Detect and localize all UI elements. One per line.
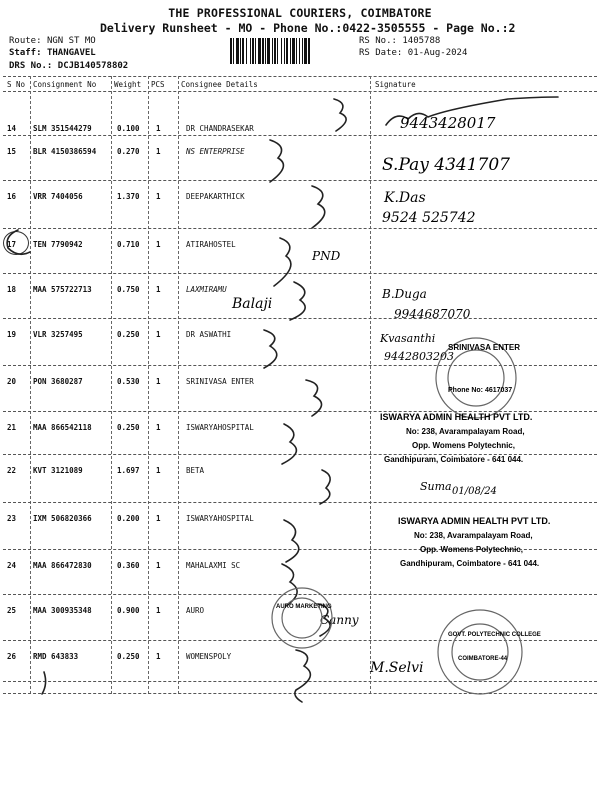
row-consignee: WOMENSPOLY <box>186 652 232 661</box>
svg-text:No: 238, Avarampalayam Road,: No: 238, Avarampalayam Road, <box>406 427 525 436</box>
row-pcs: 1 <box>156 240 161 249</box>
row-pcs: 1 <box>156 606 161 615</box>
row-pcs: 1 <box>156 285 161 294</box>
col-divider <box>148 76 149 694</box>
row-weight: 0.900 <box>117 606 140 615</box>
sig-row-25: Canny <box>320 613 359 627</box>
svg-text:Gandhipuram, Coimbatore - 641: Gandhipuram, Coimbatore - 641 044. <box>400 559 540 568</box>
row-pcs: 1 <box>156 124 161 133</box>
col-consignment: Consignment No <box>33 80 97 89</box>
row-separator <box>3 411 597 412</box>
row-consignment-no: KVT 3121089 <box>33 466 83 475</box>
drs-value: DCJB140578802 <box>57 61 129 71</box>
row-pcs: 1 <box>156 652 161 661</box>
svg-text:Gandhipuram, Coimbatore - 641: Gandhipuram, Coimbatore - 641 044. <box>384 455 524 464</box>
route-line: Route: NGN ST MO <box>9 36 96 46</box>
row-consignee: LAXMIRAMU <box>186 285 227 294</box>
row-weight: 0.360 <box>117 561 140 570</box>
row-pcs: 1 <box>156 561 161 570</box>
col-divider <box>370 76 371 694</box>
row-pcs: 1 <box>156 466 161 475</box>
rs-no-value: 1405788 <box>402 36 441 46</box>
row-weight: 0.100 <box>117 124 140 133</box>
row-consignment-no: MAA 866542118 <box>33 423 92 432</box>
row-separator <box>3 681 597 682</box>
row-consignee: ISWARYAHOSPITAL <box>186 423 254 432</box>
sig-row-15: S.Pay 4341707 <box>382 155 510 175</box>
row-pcs: 1 <box>156 330 161 339</box>
svg-text:ISWARYA ADMIN HEALTH PVT LTD.: ISWARYA ADMIN HEALTH PVT LTD. <box>398 516 551 526</box>
row-weight: 0.710 <box>117 240 140 249</box>
row-consignee: MAHALAXMI SC <box>186 561 241 570</box>
row-weight: 0.270 <box>117 147 140 156</box>
col-consignee: Consignee Details <box>181 80 258 89</box>
row-consignee: NS ENTERPRISE <box>186 147 245 156</box>
row-weight: 0.530 <box>117 377 140 386</box>
company-title: THE PROFESSIONAL COURIERS, COIMBATORE <box>168 6 432 20</box>
row-sno: 25 <box>7 606 17 615</box>
rs-no-line: RS No.: 1405788 <box>359 36 441 46</box>
row-weight: 1.697 <box>117 466 140 475</box>
row-consignee: ISWARYAHOSPITAL <box>186 514 254 523</box>
row-separator <box>3 454 597 455</box>
row-consignment-no: TEN 7790942 <box>33 240 83 249</box>
row-consignment-no: IXM 506820366 <box>33 514 92 523</box>
row-pcs: 1 <box>156 377 161 386</box>
row-consignee: DR ASWATHI <box>186 330 232 339</box>
row-consignment-no: VLR 3257495 <box>33 330 83 339</box>
row-sno: 19 <box>7 330 17 339</box>
svg-text:Opp. Womens Polytechnic,: Opp. Womens Polytechnic, <box>420 545 523 554</box>
sig-row-22-date: 01/08/24 <box>452 486 497 497</box>
row-sno: 20 <box>7 377 17 386</box>
sig-row-14: 9443428017 <box>400 114 496 132</box>
sig-row-18-phone: 9944687070 <box>394 307 471 321</box>
col-divider <box>178 76 179 694</box>
route-value: NGN ST MO <box>46 36 96 46</box>
row-weight: 0.750 <box>117 285 140 294</box>
col-signature: Signature <box>375 80 416 89</box>
row-consignment-no: MAA 300935348 <box>33 606 92 615</box>
row-separator <box>3 318 597 319</box>
row-consignee: DR CHANDRASEKAR <box>186 124 254 133</box>
polytechnic-stamp-text: GOVT. POLYTECHNIC COLLEGE <box>448 632 541 638</box>
runsheet-title: Delivery Runsheet - MO - Phone No.:0422-3505555 - Page No.:2 <box>100 21 516 35</box>
col-weight: Weight <box>114 80 142 89</box>
sig-row-16-phone: 9524 525742 <box>382 210 476 226</box>
col-divider <box>111 76 112 694</box>
svg-text:Opp. Womens Polytechnic,: Opp. Womens Polytechnic, <box>412 441 515 450</box>
staff-value: THANGAVEL <box>46 48 96 58</box>
srinivasa-stamp-phone: Phone No: 4617037 <box>448 387 513 394</box>
row-17-circle <box>3 231 29 255</box>
row-weight: 0.250 <box>117 652 140 661</box>
sig-row-16-name: K.Das <box>384 190 426 206</box>
barcode-image <box>230 38 352 64</box>
col-divider <box>30 76 31 694</box>
row-separator <box>3 502 597 503</box>
row-separator <box>3 640 597 641</box>
row-consignee: DEEPAKARTHICK <box>186 192 245 201</box>
row-consignment-no: RMD 643833 <box>33 652 79 661</box>
row-pcs: 1 <box>156 192 161 201</box>
row-consignment-no: VRR 7404056 <box>33 192 83 201</box>
row-separator <box>3 135 597 136</box>
row-sno: 15 <box>7 147 17 156</box>
sig-row-19-name: Kvasanthi <box>380 332 436 345</box>
row-sno: 18 <box>7 285 17 294</box>
rs-date-line: RS Date: 01-Aug-2024 <box>359 48 468 58</box>
sig-row-26: M.Selvi <box>370 660 424 676</box>
sig-row-18-name: B.Duga <box>382 287 427 301</box>
row-consignee: AURO <box>186 606 205 615</box>
row-consignment-no: MAA 866472830 <box>33 561 92 570</box>
row-separator <box>3 180 597 181</box>
row-pcs: 1 <box>156 147 161 156</box>
row-consignment-no: PON 3680287 <box>33 377 83 386</box>
drs-line: DRS No.: DCJB140578802 <box>9 61 129 71</box>
row-separator <box>3 365 597 366</box>
row-consignee: BETA <box>186 466 205 475</box>
auro-stamp-text: AURO MARKETING <box>276 604 332 610</box>
note-row-18: Balaji <box>232 296 273 312</box>
row-sno: 23 <box>7 514 17 523</box>
row-pcs: 1 <box>156 514 161 523</box>
header-bottom-rule <box>3 91 597 92</box>
row-pcs: 1 <box>156 423 161 432</box>
row-separator <box>3 273 597 274</box>
row-consignee: ATIRAHOSTEL <box>186 240 236 249</box>
row-weight: 1.370 <box>117 192 140 201</box>
row-consignee: SRINIVASA ENTER <box>186 377 254 386</box>
row-separator <box>3 594 597 595</box>
col-pcs: PCS <box>151 80 165 89</box>
row-weight: 0.250 <box>117 330 140 339</box>
staff-line: Staff: THANGAVEL <box>9 48 96 58</box>
sig-row-19-phone: 9442803203 <box>384 350 454 363</box>
svg-text:ISWARYA ADMIN HEALTH PVT LTD.: ISWARYA ADMIN HEALTH PVT LTD. <box>380 412 533 422</box>
row-sno: 24 <box>7 561 17 570</box>
row-consignment-no: BLR 4150386594 <box>33 147 97 156</box>
row-sno: 17 <box>7 240 17 249</box>
row-consignment-no: MAA 575722713 <box>33 285 92 294</box>
row-separator <box>3 549 597 550</box>
svg-text:No: 238, Avarampalayam Road,: No: 238, Avarampalayam Road, <box>414 531 533 540</box>
row-consignment-no: SLM 351544279 <box>33 124 92 133</box>
srinivasa-stamp-name: SRINIVASA ENTER <box>448 343 521 352</box>
rs-date-value: 01-Aug-2024 <box>407 48 468 58</box>
note-row-17: PND <box>312 249 341 263</box>
row-sno: 21 <box>7 423 17 432</box>
row-sno: 16 <box>7 192 17 201</box>
row-separator <box>3 228 597 229</box>
row-sno: 14 <box>7 124 17 133</box>
row-sno: 26 <box>7 652 17 661</box>
row-weight: 0.250 <box>117 423 140 432</box>
sig-row-22-name: Suma <box>420 480 452 493</box>
table-end-rule <box>3 693 597 694</box>
polytechnic-stamp-city: COIMBATORE-44 <box>458 656 508 662</box>
row-sno: 22 <box>7 466 17 475</box>
row-weight: 0.200 <box>117 514 140 523</box>
col-sno: S No <box>7 80 26 89</box>
header-top-rule <box>3 76 597 77</box>
